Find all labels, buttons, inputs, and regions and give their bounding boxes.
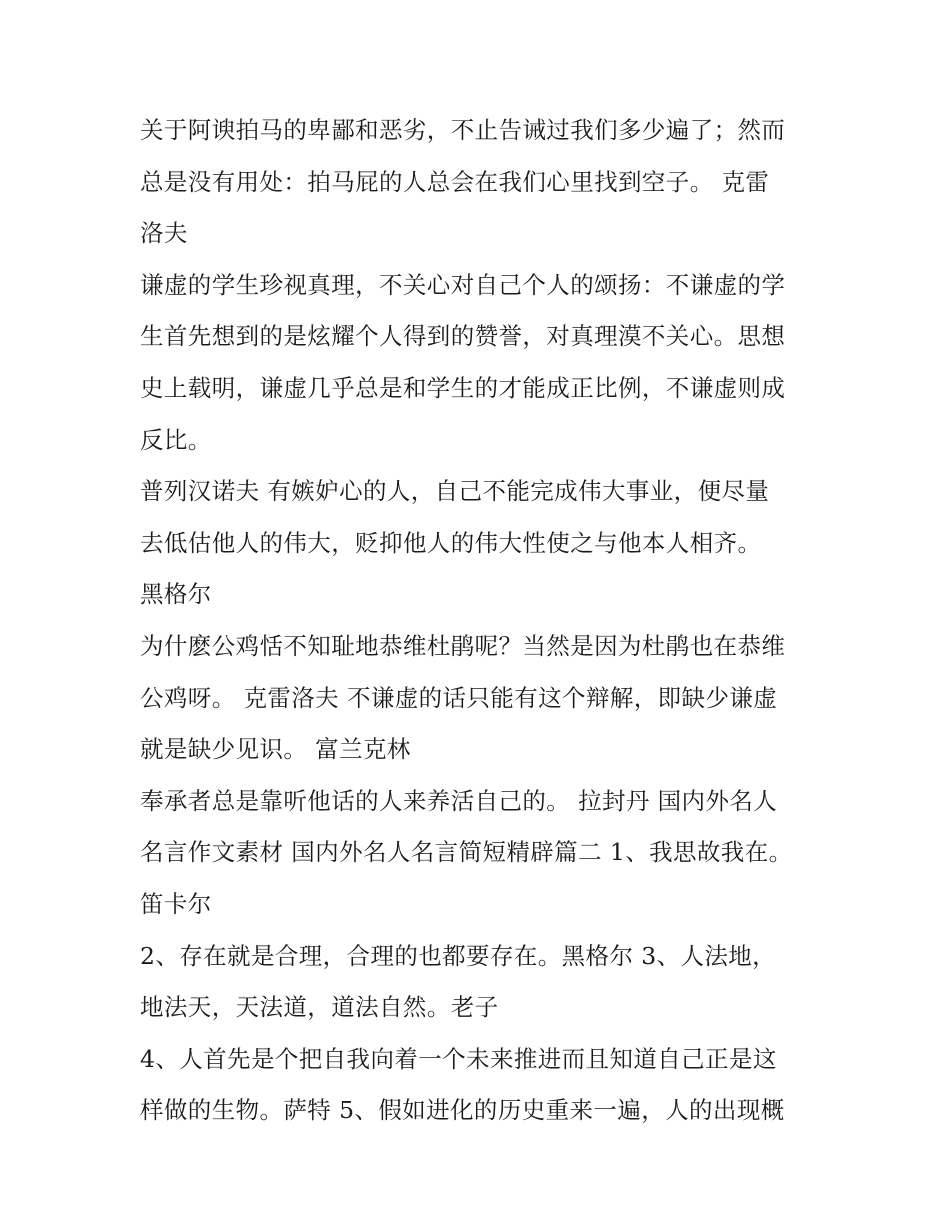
text-line: 4、人首先是个把自我向着一个未来推进而且知道自己正是这 xyxy=(140,1044,777,1073)
text-line: 奉承者总是靠听他话的人来养活自己的。 拉封丹 国内外名人 xyxy=(140,786,778,815)
text-line: 史上载明，谦虚几乎总是和学生的才能成正比例，不谦虚则成 xyxy=(140,373,786,402)
text-line: 谦虚的学生珍视真理，不关心对自己个人的颂扬：不谦虚的学 xyxy=(140,270,786,299)
text-line: 地法天，天法道，道法自然。老子 xyxy=(140,993,499,1022)
text-line: 洛夫 xyxy=(140,219,188,248)
text-line: 公鸡呀。 克雷洛夫 不谦虚的话只能有这个辩解，即缺少谦虚 xyxy=(140,683,778,712)
text-line: 样做的生物。萨特 5、假如进化的历史重来一遍，人的出现概 xyxy=(140,1096,785,1125)
text-line: 关于阿谀拍马的卑鄙和恶劣，不止告诫过我们多少遍了；然而 xyxy=(140,116,786,144)
text-line: 就是缺少见识。 富兰克林 xyxy=(140,735,411,764)
text-line: 总是没有用处：拍马屁的人总会在我们心里找到空子。 克雷 xyxy=(140,167,770,196)
text-line: 去低估他人的伟大，贬抑他人的伟大性使之与他本人相齐。 xyxy=(140,528,762,557)
text-line: 生首先想到的是炫耀个人得到的赞誉，对真理漠不关心。思想 xyxy=(140,322,786,351)
text-line: 2、存在就是合理，合理的也都要存在。黑格尔 3、人法地， xyxy=(140,941,777,970)
document-body xyxy=(140,110,820,1142)
text-line: 名言作文素材 国内外名人名言简短精辟篇二 1、我思故我在。 xyxy=(140,838,793,867)
text-line: 笛卡尔 xyxy=(140,889,212,918)
text-line: 普列汉诺夫 有嫉妒心的人，自己不能完成伟大事业，便尽量 xyxy=(140,477,770,506)
text-line: 为什麽公鸡恬不知耻地恭维杜鹃呢？当然是因为杜鹃也在恭维 xyxy=(140,631,786,660)
text-line: 黑格尔 xyxy=(140,580,212,609)
text-line: 反比。 xyxy=(140,425,212,454)
